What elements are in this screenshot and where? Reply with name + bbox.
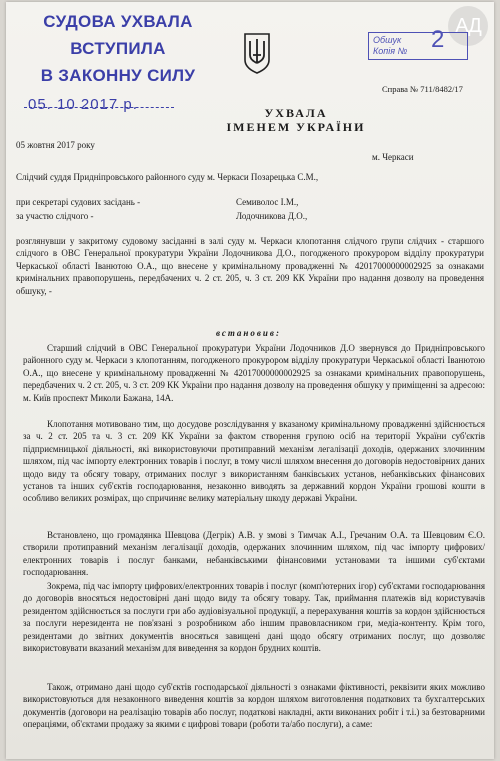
paragraph-petition: Старший слідчий в ОВС Генеральної прокуратури України Лодочников Д.О звернувся до Придніпровського районного суду м. Черкаси з клопотанням, погодженого прокурором відділу прокуратури Черкаської області Іванютою О.А., що внесене у кримінальному провадженні № 42017000000002925 за ознаками кримінальних правопорушень, передбачених ч. 2 ст. 205, ч. 3 ст. 209 КК України про надання дозволу на проведення обшуку у приміщенні за адресою: м. Київ проспект Миколи Бажана, 14А. (23, 343, 485, 403)
investigator-label: за участю слідчого - (16, 211, 94, 221)
paragraph-motivation: Клопотання мотивовано тим, що досудове розслідування у вказаному кримінальному провадженні здійснюється за ч. 2 ст. 205 та ч. 3 ст. 209 КК України за фактом створення групою осіб на території України суб'єктів підприємницької діяльності, які використовуючи протиправний механізм легалізації доходів, одержаних злочинним шляхом, під час імпорту електронних товарів і послуг, в тому числі шляхом внесення до договорів недостовірних даних щодо виду та обсягу товару, отриманих послуг з використанням банківських установ, небанківських фінансових установ та інших суб'єктів господарювання, незаконно виводять за державний кордон України грошові кошти в особливо великих розмірах, що спричиняє велику матеріальну шкоду державі України. (23, 419, 485, 504)
title-ruling: УХВАЛА (264, 106, 328, 120)
stamp-line-3: В ЗАКОННУ СИЛУ (40, 66, 196, 85)
investigator-name: Лодочникова Д.О., (236, 211, 308, 221)
publisher-watermark: АД (448, 6, 488, 46)
stamp-line-2: ВСТУПИЛА (70, 39, 166, 58)
paragraph-also: Також, отримано дані щодо суб'єктів господарської діяльності з ознаками фіктивності, реквізити яких можливо використовуються для незаконного виведення коштів за кордон шляхом виготовлення податкових та бухгалтерських документів (договори на реалізацію товарів або послуг, податкові накладні, акти виконаних робіт і т.і.) за безтоварними операціями, об'єктами продажу за якими є цифрові товари (роботи та/або послуги), а саме: (23, 682, 485, 730)
secretary-label: при секретарі судових засідань - (16, 197, 141, 207)
title-in-name-of-ukraine: ІМЕНЕМ УКРАЇНИ (226, 120, 366, 134)
trident-coat-of-arms-icon (242, 32, 272, 74)
copy-label: Копія № (373, 46, 408, 56)
paragraph-in-particular: Зокрема, під час імпорту цифрових/електронних товарів і послуг (комп'ютерних ігор) суб'єктами господарювання до договорів вносяться недостовірні дані щодо виду та обсягу товару. Так, приймання платежів від користувачів резидентом здійснюється за послуги гри або аудіовізуальної продукції, а перерахування коштів за кордон здійснюється за послуги нерезидента не пов'язані з розробником або іншим правовласником гри, медіа-контенту. Крім того, резидентами до звітних документів вносяться завищені дані щодо обсягу отриманих послуг, що дозволяє використовувати вказаний механізм для виведення за кордон брудних коштів. (23, 581, 485, 654)
section-heading-established: встановив: (216, 328, 281, 338)
stamp-line-1: СУДОВА УХВАЛА (43, 12, 193, 31)
stamp-date: 05. 10 2017 р. (28, 96, 138, 113)
document-title (206, 106, 386, 134)
paragraph-established: Встановлено, що громадянка Шевцова (Дегрік) А.В. у змові з Тимчак А.І., Гречаним О.А. та Шевцовим Є.О. створили протиправний механізм легалізації доходів, одержаних злочинним шляхом, під час імпорту цифрових/електронних товарів і послуг банками, небанківськими фінансовими установами та іншими суб'єктами господарювання. (23, 530, 485, 578)
judge-line: Слідчий суддя Придніпровського районного суду м. Черкаси Позарецька С.М., (16, 172, 319, 182)
paragraph-intro: розглянувши у закритому судовому засіданні в залі суду м. Черкаси клопотання слідчого групи слідчих - старшого слідчого в ОВС Генеральної прокуратури України Лодочникова Д.О., погодженого прокурором відділу прокуратури Черкаської області Іванютою О.А., що внесене у кримінальному провадженні № 42017000000002925 за ознаками кримінальних правопорушень, передбачених ч. 2 ст. 205, ч. 3 ст. 209 КК України про надання дозволу на проведення обшуку, - (16, 236, 484, 296)
ruling-date: 05 жовтня 2017 року (16, 140, 95, 150)
ruling-city: м. Черкаси (372, 152, 414, 162)
case-number: Справа № 711/8482/17 (382, 84, 463, 94)
copy-number: 2 (431, 26, 445, 53)
court-document-page (6, 2, 494, 759)
stamp-date-underline (24, 107, 174, 108)
secretary-name: Семиволос І.М., (236, 197, 299, 207)
search-label: Обшук (373, 35, 402, 45)
legal-force-stamp (20, 8, 216, 89)
search-copy-stamp (368, 26, 468, 60)
